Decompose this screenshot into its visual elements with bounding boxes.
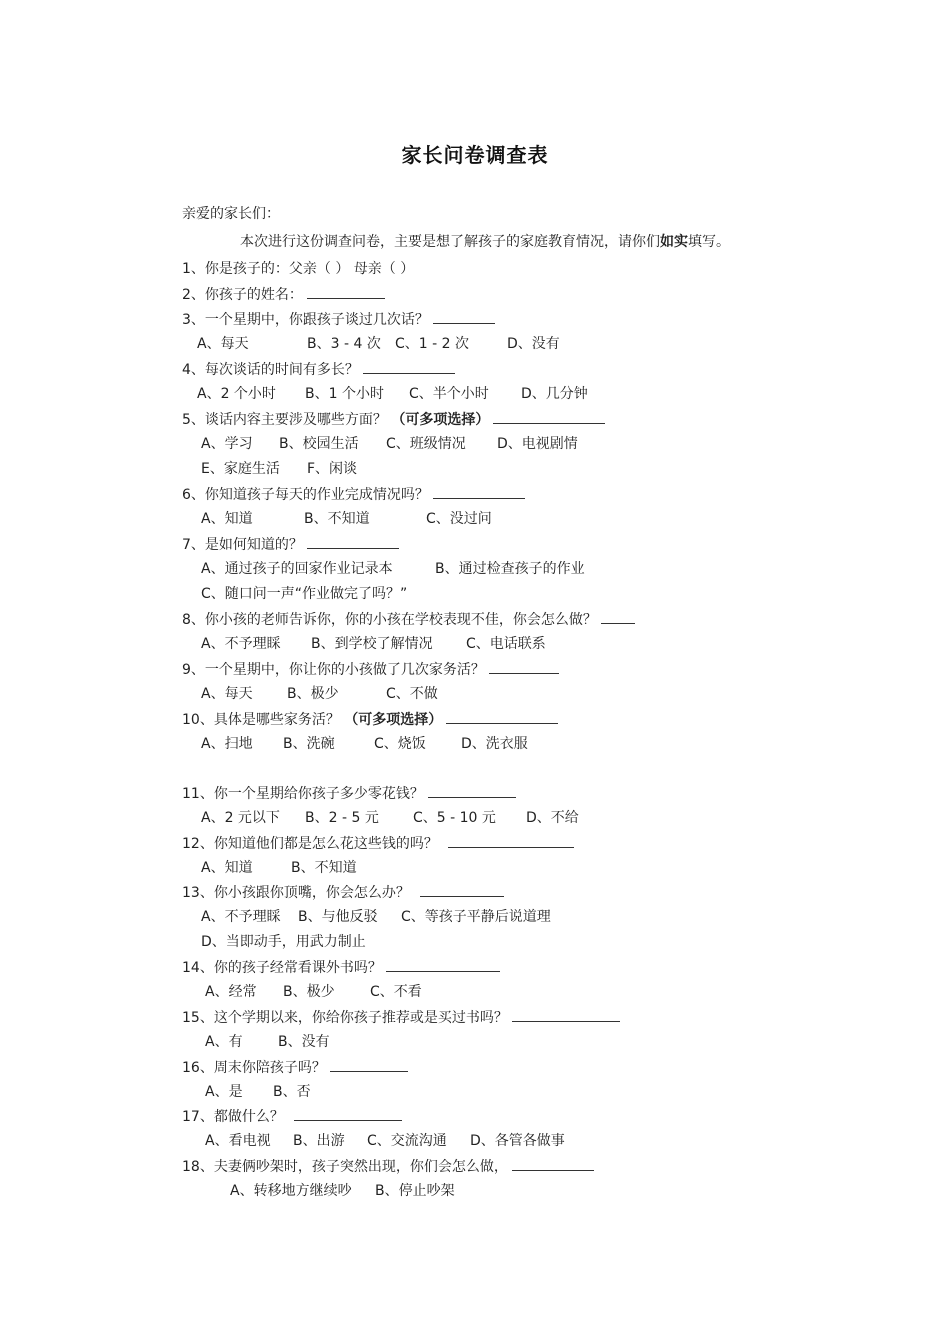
option-d[interactable]: D、电视剧情 [497, 436, 578, 452]
question-text: 16、周末你陪孩子吗？ [182, 1060, 326, 1076]
option-b[interactable]: B、2 - 5 元 [305, 810, 379, 826]
question-text: 17、都做什么？ [182, 1109, 284, 1125]
question-11 [182, 783, 516, 804]
question-text: 13、你小孩跟你顶嘴，你会怎么办？ [182, 885, 410, 901]
option-f[interactable]: F、闲谈 [307, 461, 358, 477]
question-text: 14、你的孩子经常看课外书吗？ [182, 960, 382, 976]
option-c[interactable]: C、等孩子平静后说道理 [401, 909, 551, 925]
question-4 [182, 359, 455, 380]
answer-blank[interactable] [448, 833, 574, 848]
question-text: 2、你孩子的姓名： [182, 287, 303, 303]
question-2 [182, 284, 385, 305]
option-a[interactable]: A、知道 [201, 511, 253, 527]
intro-text-end: 填写。 [688, 234, 730, 250]
option-a[interactable]: A、经常 [205, 984, 257, 1000]
question-text: 3、一个星期中，你跟孩子谈过几次话？ [182, 312, 429, 328]
question-12 [182, 833, 574, 854]
answer-blank[interactable] [601, 609, 635, 624]
option-a[interactable]: A、2 元以下 [201, 810, 280, 826]
option-b[interactable]: B、不知道 [304, 511, 370, 527]
question-3 [182, 309, 495, 330]
option-a[interactable]: A、不予理睬 [201, 909, 281, 925]
question-text: 12、你知道他们都是怎么花这些钱的吗？ [182, 836, 438, 852]
question-16 [182, 1057, 408, 1078]
answer-blank[interactable] [433, 484, 525, 499]
question-text: 9、一个星期中，你让你的小孩做了几次家务活？ [182, 662, 485, 678]
question-1: 1、你是孩子的：父亲（ ） 母亲（ ） [182, 261, 415, 277]
question-9 [182, 659, 559, 680]
option-a[interactable]: A、看电视 [205, 1133, 271, 1149]
option-b[interactable]: B、到学校了解情况 [311, 636, 433, 652]
option-a[interactable]: A、扫地 [201, 736, 253, 752]
question-17 [182, 1106, 402, 1127]
question-text: 5、谈话内容主要涉及哪些方面？ [182, 412, 387, 428]
option-e[interactable]: E、家庭生活 [201, 461, 280, 477]
option-b[interactable]: B、1 个小时 [305, 386, 384, 402]
question-14 [182, 957, 500, 978]
option-b[interactable]: B、极少 [283, 984, 335, 1000]
answer-blank[interactable] [386, 957, 500, 972]
option-d[interactable]: D、不给 [526, 810, 579, 826]
answer-blank[interactable] [330, 1057, 408, 1072]
option-c[interactable]: C、班级情况 [386, 436, 466, 452]
question-18 [182, 1156, 594, 1177]
option-b[interactable]: B、极少 [287, 686, 339, 702]
question-text: 8、你小孩的老师告诉你，你的小孩在学校表现不佳，你会怎么做？ [182, 612, 597, 628]
question-15 [182, 1007, 620, 1028]
option-c[interactable]: C、1 - 2 次 [395, 336, 469, 352]
question-text: 4、每次谈话的时间有多长？ [182, 362, 359, 378]
option-b[interactable]: B、通过检查孩子的作业 [435, 561, 585, 577]
option-b[interactable]: B、洗碗 [283, 736, 335, 752]
option-a[interactable]: A、每天 [201, 686, 253, 702]
option-a[interactable]: A、每天 [197, 336, 249, 352]
question-5 [182, 409, 605, 430]
answer-blank[interactable] [433, 309, 495, 324]
option-a[interactable]: A、2 个小时 [197, 386, 276, 402]
question-7 [182, 534, 399, 555]
answer-blank[interactable] [307, 534, 399, 549]
answer-blank[interactable] [428, 783, 516, 798]
question-text: 10、具体是哪些家务活？ [182, 712, 340, 728]
question-text: 7、是如何知道的？ [182, 537, 303, 553]
option-c[interactable]: C、没过问 [426, 511, 492, 527]
option-c[interactable]: C、随口问一声“作业做完了吗？” [201, 586, 408, 602]
answer-blank[interactable] [512, 1007, 620, 1022]
option-b[interactable]: B、3 - 4 次 [307, 336, 381, 352]
answer-blank[interactable] [420, 882, 504, 897]
option-d[interactable]: D、洗衣服 [461, 736, 528, 752]
answer-blank[interactable] [363, 359, 455, 374]
option-d[interactable]: D、没有 [507, 336, 560, 352]
option-d[interactable]: D、各管各做事 [470, 1133, 565, 1149]
question-text: 11、你一个星期给你孩子多少零花钱？ [182, 786, 424, 802]
option-c[interactable]: C、半个小时 [409, 386, 489, 402]
option-d[interactable]: D、当即动手，用武力制止 [201, 934, 366, 950]
option-b[interactable]: B、出游 [293, 1133, 345, 1149]
option-a[interactable]: A、知道 [201, 860, 253, 876]
answer-blank[interactable] [307, 284, 385, 299]
question-8 [182, 609, 635, 630]
option-c[interactable]: C、不做 [386, 686, 438, 702]
option-b[interactable]: B、没有 [278, 1034, 330, 1050]
option-a[interactable]: A、是 [205, 1084, 243, 1100]
option-b[interactable]: B、不知道 [291, 860, 357, 876]
question-text: 6、你知道孩子每天的作业完成情况吗？ [182, 487, 429, 503]
option-a[interactable]: A、不予理睬 [201, 636, 281, 652]
intro-paragraph [240, 232, 730, 252]
option-c[interactable]: C、不看 [370, 984, 422, 1000]
option-c[interactable]: C、交流沟通 [367, 1133, 447, 1149]
option-a[interactable]: A、学习 [201, 436, 253, 452]
option-a[interactable]: A、通过孩子的回家作业记录本 [201, 561, 393, 577]
intro-emphasis: 如实 [660, 234, 688, 250]
question-text: 15、这个学期以来，你给你孩子推荐或是买过书吗？ [182, 1010, 508, 1026]
question-6 [182, 484, 525, 505]
answer-blank[interactable] [446, 709, 558, 724]
option-b[interactable]: B、校园生活 [279, 436, 359, 452]
option-b[interactable]: B、否 [273, 1084, 311, 1100]
answer-blank[interactable] [489, 659, 559, 674]
option-d[interactable]: D、几分钟 [521, 386, 588, 402]
question-10 [182, 709, 558, 730]
answer-blank[interactable] [294, 1106, 402, 1121]
answer-blank[interactable] [512, 1156, 594, 1171]
question-13 [182, 882, 504, 903]
option-a[interactable]: A、有 [205, 1034, 243, 1050]
answer-blank[interactable] [493, 409, 605, 424]
option-b[interactable]: B、停止吵架 [375, 1183, 455, 1199]
page-title: 家长问卷调查表 [401, 143, 549, 167]
multi-select-note: （可多项选择） [344, 712, 443, 728]
option-c[interactable]: C、5 - 10 元 [413, 810, 496, 826]
option-c[interactable]: C、烧饭 [374, 736, 426, 752]
option-c[interactable]: C、电话联系 [466, 636, 546, 652]
option-a[interactable]: A、转移地方继续吵 [230, 1183, 352, 1199]
multi-select-note: （可多项选择） [391, 412, 490, 428]
option-b[interactable]: B、与他反驳 [298, 909, 378, 925]
greeting: 亲爱的家长们： [182, 206, 280, 222]
question-text: 18、夫妻俩吵架时，孩子突然出现，你们会怎么做， [182, 1159, 508, 1175]
intro-text: 本次进行这份调查问卷，主要是想了解孩子的家庭教育情况，请你们 [240, 234, 660, 250]
